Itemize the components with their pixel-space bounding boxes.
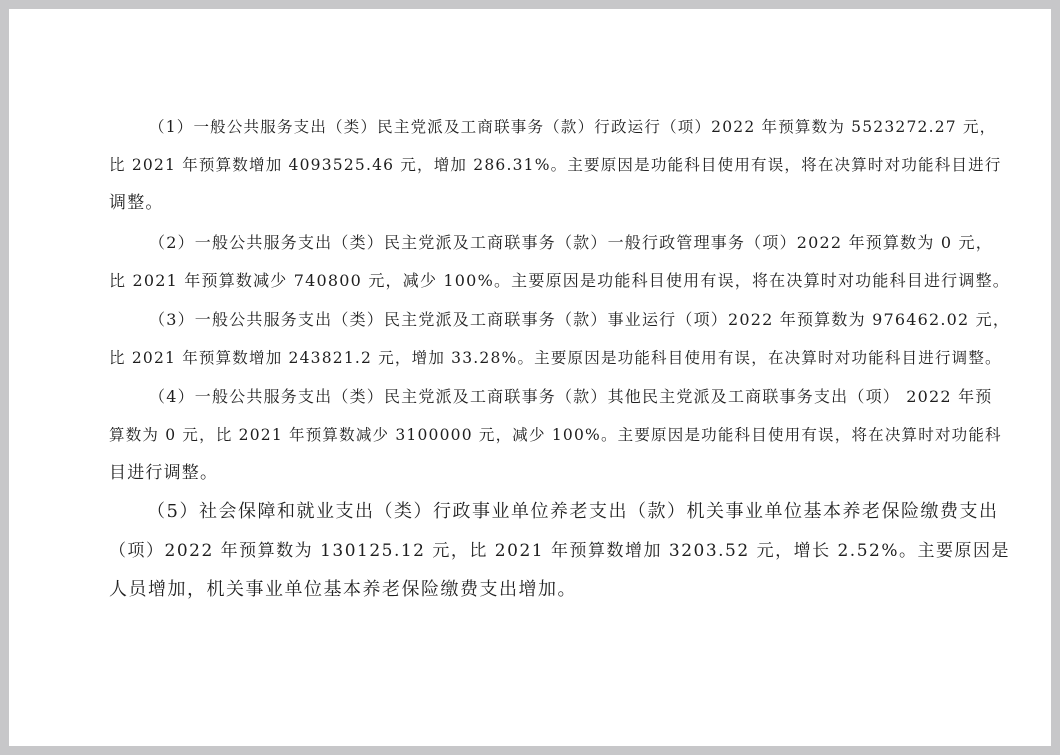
paragraph-5-line-1: （5）社会保障和就业支出（类）行政事业单位养老支出（款）机关事业单位基本养老保险缴费支出 bbox=[147, 501, 999, 522]
paragraph-5-line-2: （项）2022 年预算数为 130125.12 元，比 2021 年预算数增加 3203.52 元，增长 2.52%。主要原因是 bbox=[109, 541, 1010, 561]
paragraph-5-line-3: 人员增加，机关事业单位基本养老保险缴费支出增加。 bbox=[109, 579, 577, 600]
paragraph-2-line-2: 比 2021 年预算数减少 740800 元，减少 100%。主要原因是功能科目使用有误，将在决算时对功能科目进行调整。 bbox=[109, 271, 1010, 290]
paragraph-3-line-2: 比 2021 年预算数增加 243821.2 元，增加 33.28%。主要原因是功能科目使用有误，在决算时对功能科目进行调整。 bbox=[109, 349, 1002, 367]
paragraph-1-line-2: 比 2021 年预算数增加 4093525.46 元，增加 286.31%。主要原因是功能科目使用有误，将在决算时对功能科目进行 bbox=[109, 156, 1002, 174]
paragraph-1-line-3: 调整。 bbox=[109, 193, 164, 213]
paragraph-4-line-2: 算数为 0 元，比 2021 年预算数减少 3100000 元，减少 100%。主要原因是功能科目使用有误，将在决算时对功能科 bbox=[109, 426, 1002, 444]
paragraph-4-line-3: 目进行调整。 bbox=[109, 463, 219, 483]
paragraph-3-line-1: （3）一般公共服务支出（类）民主党派及工商联事务（款）事业运行（项）2022 年预算数为 976462.02 元， bbox=[149, 310, 1011, 329]
document-page bbox=[9, 9, 1051, 746]
paragraph-4-line-1: （4）一般公共服务支出（类）民主党派及工商联事务（款）其他民主党派及工商联事务支出（项） 2022 年预 bbox=[149, 387, 993, 406]
paragraph-2-line-1: （2）一般公共服务支出（类）民主党派及工商联事务（款）一般行政管理事务（项）2022 年预算数为 0 元， bbox=[149, 233, 993, 252]
paragraph-1-line-1: （1）一般公共服务支出（类）民主党派及工商联事务（款）行政运行（项）2022 年预算数为 5523272.27 元， bbox=[149, 118, 997, 136]
